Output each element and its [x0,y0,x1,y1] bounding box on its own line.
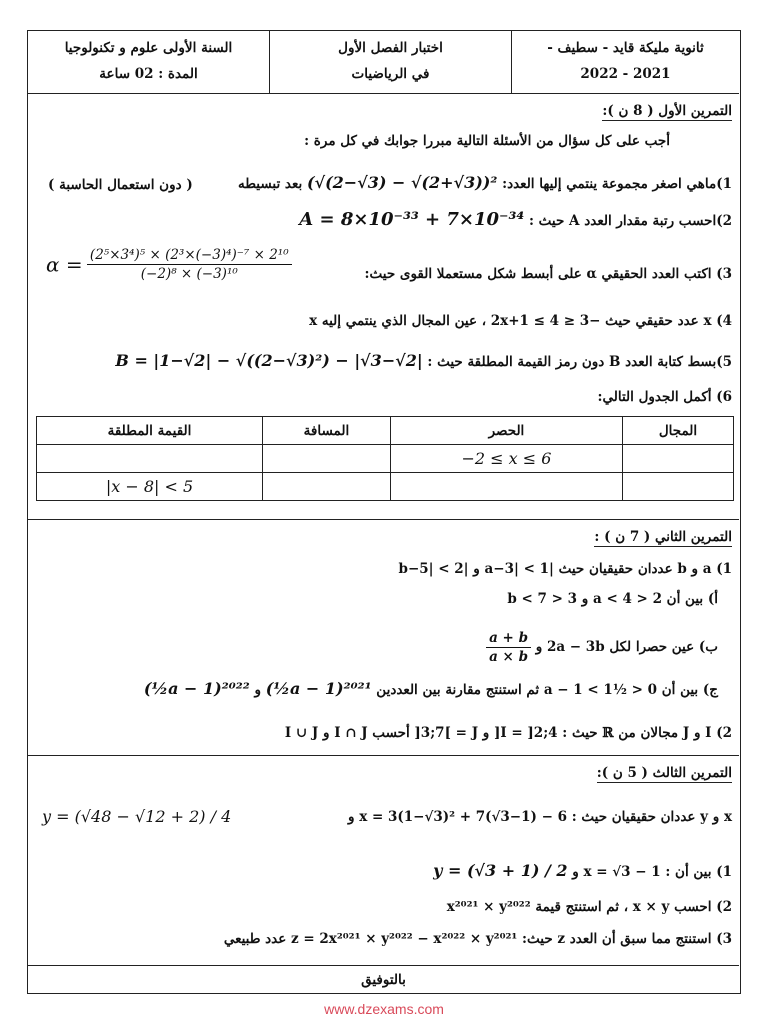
ex1-q1-note: ( دون استعمال الحاسبة ) [48,177,193,193]
class-name: السنة الأولى علوم و تكنولوجيا [64,40,233,56]
table-cell [623,445,734,473]
ex1-q3-fraction [87,246,292,283]
ex1-q3-lhs: α = [46,252,83,277]
table-header-cell: المجال [623,417,734,445]
ex3-y-expr [42,807,231,826]
ex3-q3: 3) استنتج مما سبق أن العدد z حيث: z = 2x²⁰²¹ × y²⁰²² − x²⁰²² × y²⁰²¹ عدد طبيعي [223,931,732,947]
table-header-row [37,417,734,445]
ex2-q1c [144,679,718,698]
ex1-q1-expr: (√(2−√3) − √(2+√3))² [307,173,498,192]
exam-page [27,30,741,994]
ex1-title: التمرين الأول ( 8 ن ): [602,103,732,119]
ex1-table [36,416,734,501]
section-divider [28,755,739,756]
ex1-intro: أجب على كل سؤال من الأسئلة التالية مبررا جوابك في كل مرة : [304,133,670,149]
school-year: 2021 - 2022 [580,66,671,82]
ex1-q3-numerator: (2⁵×3⁴)⁵ × (2³×(−3)⁴)⁻⁷ × 2¹⁰ [87,246,292,265]
exam-title: اختبار الفصل الأول [338,40,443,56]
ex2-q1b-fraction [486,629,531,666]
ex1-q3-text: 3) اكتب العدد الحقيقي α على أبسط شكل مستعملا القوى حيث: [364,266,732,282]
table-row [37,445,734,473]
school-cell [511,31,739,93]
ex3-q1 [433,861,732,880]
ex2-q1b-numerator: a + b [486,629,531,648]
watermark-link[interactable]: www.dzexams.com [324,1001,444,1017]
ex1-q1-tail: بعد تبسيطه [237,176,303,192]
ex2-q1a: أ) بين أن 2 < a < 4 و 3 < b < 7 [507,591,718,607]
ex2-q1c-text: ج) بين أن 0 < ½a − 1 < 1 ثم استنتج مقارنة بين العددين [376,682,718,698]
ex1-q5 [115,351,732,370]
class-cell [28,31,269,93]
table-header-cell: الحصر [390,417,622,445]
ex2-q1: 1) a و b عددان حقيقيان حيث |a−3| < 1 و |b−5| < 2 [398,561,732,577]
ex1-q6: 6) أكمل الجدول التالي: [597,389,732,405]
ex1-q5-expr: B = |1−√2| − √((2−√3)²) − |√3−√2| [115,351,423,370]
table-cell [623,473,734,501]
ex1-q4: 4) x عدد حقيقي حيث −3 ≤ 2x+1 ≤ 4 ، عين المجال الذي ينتمي إليه x [309,313,732,329]
ex2-title: التمرين الثاني ( 7 ن ) : [594,529,732,545]
ex3-q1-text: 1) بين أن : x = √3 − 1 و [572,864,732,880]
ex2-q1b-denominator: a × b [489,649,529,665]
ex1-q2-text: 2)احسب رتبة مقدار العدد A حيث : [528,213,732,229]
ex1-q1-text: 1)ماهي اصغر مجموعة ينتمي إليها العدد: [502,176,732,192]
ex2-q1c-and: و [254,682,261,698]
ex1-q5-text: 5)بسط كتابة العدد B دون رمز القيمة المطلقة حيث : [427,354,732,370]
ex1-q1 [238,173,732,192]
exam-cell [269,31,511,93]
ex1-q2 [299,209,732,230]
ex3-q2: 2) احسب x × y ، ثم استنتج قيمة x²⁰²¹ × y²⁰²² [446,899,732,915]
ex2-q1b-text: ب) عين حصرا لكل 2a − 3b و [535,639,718,655]
table-header-cell: المسافة [262,417,390,445]
table-header-cell: القيمة المطلقة [37,417,263,445]
exam-duration: المدة : 02 ساعة [99,66,198,82]
table-row [37,473,734,501]
ex3-title: التمرين الثالث ( 5 ن ): [596,765,732,781]
ex1-q3-alpha [46,246,292,283]
ex2-q2: 2) I و J مجالان من ℝ حيث : I = ]2;4[ و J = ]3;7[ أحسب I ∩ J و I ∪ J [284,725,732,741]
ex2-q1c-expr1: (½a − 1)²⁰²¹ [265,679,372,698]
ex2-q1b [486,629,718,666]
ex2-q1c-expr2: (½a − 1)²⁰²² [143,679,250,698]
table-cell: |x − 8| < 5 [37,473,263,501]
exam-header [28,31,739,94]
footer-good-luck: بالتوفيق [28,965,739,994]
table-cell [37,445,263,473]
ex3-y-value: y = (√48 − √12 + 2) / 4 [42,807,232,826]
table-cell: −2 ≤ x ≤ 6 [390,445,622,473]
ex1-q2-expr: A = 8×10⁻³³ + 7×10⁻³⁴ [299,209,525,230]
ex3-q1-y: y = (√3 + 1) / 2 [433,861,568,880]
exam-subject: في الرياضيات [351,66,430,82]
table-cell [262,445,390,473]
ex3-intro: x و y عددان حقيقيان حيث : x = 3(1−√3)² + 7(√3−1) − 6 و [347,809,732,825]
school-name: ثانوية مليكة قايد - سطيف - [547,40,704,56]
ex1-q3-denominator: (−2)⁸ × (−3)¹⁰ [140,266,238,282]
table-cell [262,473,390,501]
section-divider [28,519,739,520]
table-cell [390,473,622,501]
